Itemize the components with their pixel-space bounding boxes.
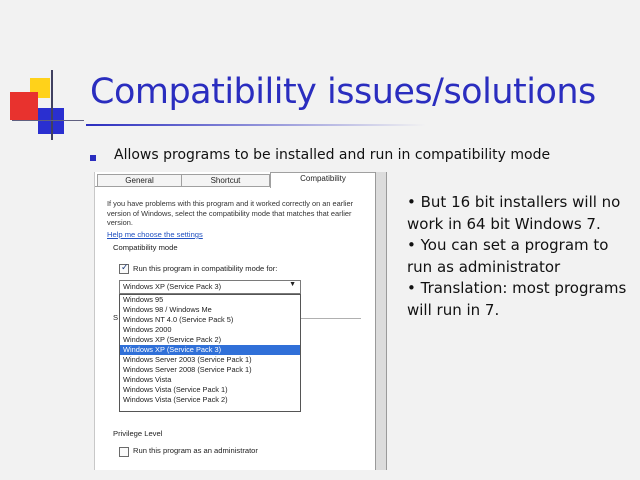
os-option[interactable]: Windows Vista (Service Pack 2) <box>123 395 228 404</box>
compat-mode-heading: Compatibility mode <box>113 243 178 252</box>
dropdown-arrow-icon: ▼ <box>289 281 296 288</box>
os-dropdown-list <box>119 294 301 412</box>
tab-shortcut[interactable]: Shortcut <box>181 174 270 187</box>
os-option[interactable]: Windows NT 4.0 (Service Pack 5) <box>123 315 234 324</box>
slide-bullet: Allows programs to be installed and run in compatibility mode <box>114 147 551 163</box>
os-option[interactable]: Windows 95 <box>123 295 164 304</box>
side-notes <box>407 192 633 321</box>
os-select-value: Windows XP (Service Pack 3) <box>123 282 222 291</box>
os-option-selected[interactable]: Windows XP (Service Pack 3) <box>120 345 300 355</box>
settings-heading-partial: S <box>113 313 119 322</box>
tab-divider <box>95 186 271 187</box>
tab-general[interactable]: General <box>97 174 182 187</box>
obscured-setting-row <box>119 410 299 416</box>
os-option[interactable]: Windows 98 / Windows Me <box>123 305 212 314</box>
note-16bit: • But 16 bit installers will no work in 64 bit Windows 7. <box>407 193 621 233</box>
os-select[interactable] <box>119 280 301 294</box>
os-option[interactable]: Windows Vista <box>123 375 172 384</box>
os-option[interactable]: Windows Server 2003 (Service Pack 1) <box>123 355 252 364</box>
run-compat-label: Run this program in compatibility mode for: <box>133 264 278 273</box>
note-admin: • You can set a program to run as administrator <box>407 236 609 276</box>
os-option[interactable]: Windows Vista (Service Pack 1) <box>123 385 228 394</box>
run-as-admin-checkbox[interactable] <box>119 447 129 457</box>
privilege-level-heading: Privilege Level <box>113 429 163 438</box>
tab-compatibility[interactable]: Compatibility <box>270 172 375 188</box>
properties-dialog <box>94 172 375 470</box>
run-compat-checkbox[interactable] <box>119 264 129 274</box>
os-option[interactable]: Windows Server 2008 (Service Pack 1) <box>123 365 252 374</box>
checkmark-icon: ✓ <box>121 262 129 272</box>
title-underline <box>86 124 426 126</box>
slide-title: Compatibility issues/solutions <box>90 72 596 112</box>
group-divider <box>301 318 361 319</box>
os-option[interactable]: Windows 2000 <box>123 325 172 334</box>
deco-vertical-line <box>51 70 53 140</box>
dialog-intro-text: If you have problems with this program and it worked correctly on an earlier version of Windows, select the compatibility mode that matches that earlier version. <box>107 199 354 227</box>
run-as-admin-label: Run this program as an administrator <box>133 446 258 455</box>
dialog-edge-scrollbar <box>375 172 387 470</box>
help-link[interactable]: Help me choose the settings <box>107 230 203 239</box>
dialog-tabs <box>95 172 375 187</box>
deco-horizontal-line <box>12 120 84 121</box>
os-option[interactable]: Windows XP (Service Pack 2) <box>123 335 222 344</box>
note-translation: • Translation: most programs will run in 7. <box>407 279 627 319</box>
bullet-marker <box>90 155 96 161</box>
deco-red-square <box>10 92 38 120</box>
